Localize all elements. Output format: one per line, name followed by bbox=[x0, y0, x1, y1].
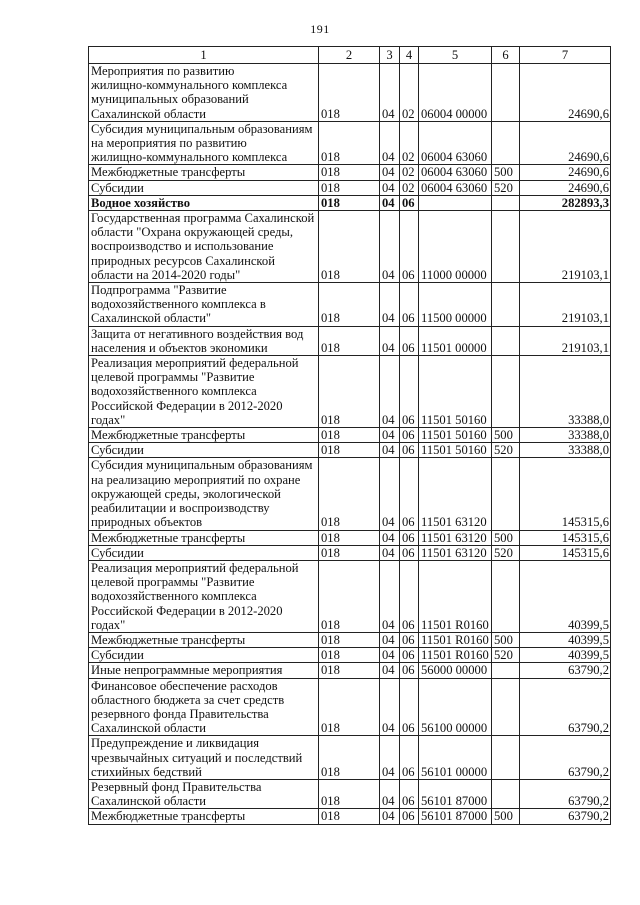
table-row bbox=[89, 779, 611, 808]
row-target-code: 11000 00000 bbox=[419, 211, 492, 283]
row-name-text: Мероприятия по развитию жилищно-коммунального комплекса муниципальных образований Сахалинской области bbox=[91, 64, 288, 121]
row-admin-code: 018 bbox=[319, 326, 380, 355]
row-name-text: Субсидии bbox=[91, 648, 144, 663]
row-name-cell bbox=[89, 443, 319, 458]
row-admin-code: 018 bbox=[319, 736, 380, 780]
table-row bbox=[89, 648, 611, 663]
row-expense-type bbox=[492, 678, 520, 736]
row-expense-type: 500 bbox=[492, 428, 520, 443]
row-target-code: 11501 R0160 bbox=[419, 648, 492, 663]
row-expense-type: 520 bbox=[492, 443, 520, 458]
row-target-code: 56000 00000 bbox=[419, 663, 492, 678]
row-section-code: 04 bbox=[380, 560, 400, 632]
row-admin-code: 018 bbox=[319, 180, 380, 195]
row-amount: 24690,6 bbox=[520, 64, 611, 122]
row-subsection-code: 06 bbox=[400, 678, 419, 736]
header-cell: 1 bbox=[89, 47, 319, 64]
page-number: 191 bbox=[310, 22, 330, 36]
row-admin-code: 018 bbox=[319, 165, 380, 180]
row-amount: 145315,6 bbox=[520, 545, 611, 560]
row-section-code: 04 bbox=[380, 64, 400, 122]
row-subsection-code: 02 bbox=[400, 165, 419, 180]
row-name-cell bbox=[89, 663, 319, 678]
row-expense-type bbox=[492, 356, 520, 428]
row-expense-type bbox=[492, 283, 520, 327]
row-amount: 145315,6 bbox=[520, 530, 611, 545]
row-admin-code: 018 bbox=[319, 663, 380, 678]
row-target-code: 11500 00000 bbox=[419, 283, 492, 327]
row-section-code: 04 bbox=[380, 663, 400, 678]
row-name-text: Реализация мероприятий федеральной целевой программы "Развитие водохозяйственного комплекса Российской Федерации в 2012-2020 годах" bbox=[91, 560, 299, 632]
row-admin-code: 018 bbox=[319, 121, 380, 165]
row-section-code: 04 bbox=[380, 736, 400, 780]
row-amount: 282893,3 bbox=[520, 195, 611, 210]
row-section-code: 04 bbox=[380, 165, 400, 180]
row-name-text: Иные непрограммные мероприятия bbox=[91, 663, 283, 678]
row-admin-code: 018 bbox=[319, 779, 380, 808]
row-section-code: 04 bbox=[380, 326, 400, 355]
row-name-text: Субсидия муниципальным образованиям на мероприятия по развитию жилищно-коммунального комплекса bbox=[91, 121, 313, 165]
row-target-code: 11501 50160 bbox=[419, 443, 492, 458]
row-name-text: Субсидии bbox=[91, 180, 144, 195]
row-name-cell bbox=[89, 283, 319, 327]
row-name-text: Защита от негативного воздействия вод населения и объектов экономики bbox=[91, 326, 304, 355]
row-subsection-code: 06 bbox=[400, 326, 419, 355]
row-admin-code: 018 bbox=[319, 632, 380, 647]
row-name-cell bbox=[89, 678, 319, 736]
row-name-cell bbox=[89, 64, 319, 122]
row-expense-type bbox=[492, 195, 520, 210]
row-amount: 219103,1 bbox=[520, 283, 611, 327]
row-target-code: 11501 63120 bbox=[419, 545, 492, 560]
row-section-code: 04 bbox=[380, 211, 400, 283]
row-target-code bbox=[419, 195, 492, 210]
row-name-cell bbox=[89, 428, 319, 443]
table-row bbox=[89, 180, 611, 195]
row-admin-code: 018 bbox=[319, 283, 380, 327]
row-name-text: Водное хозяйство bbox=[91, 195, 191, 210]
row-amount: 40399,5 bbox=[520, 632, 611, 647]
row-name-text: Межбюджетные трансферты bbox=[91, 809, 246, 824]
row-subsection-code: 06 bbox=[400, 195, 419, 210]
row-expense-type: 500 bbox=[492, 809, 520, 824]
row-target-code: 11501 R0160 bbox=[419, 632, 492, 647]
row-amount: 219103,1 bbox=[520, 211, 611, 283]
row-subsection-code: 06 bbox=[400, 428, 419, 443]
row-subsection-code: 06 bbox=[400, 809, 419, 824]
row-amount: 40399,5 bbox=[520, 648, 611, 663]
row-amount: 63790,2 bbox=[520, 736, 611, 780]
row-amount: 24690,6 bbox=[520, 180, 611, 195]
table-row bbox=[89, 211, 611, 283]
row-name-cell bbox=[89, 326, 319, 355]
row-amount: 24690,6 bbox=[520, 165, 611, 180]
row-name-text: Межбюджетные трансферты bbox=[91, 530, 246, 545]
header-cell: 7 bbox=[520, 47, 611, 64]
row-section-code: 04 bbox=[380, 545, 400, 560]
row-subsection-code: 06 bbox=[400, 663, 419, 678]
row-name-cell bbox=[89, 648, 319, 663]
row-expense-type bbox=[492, 779, 520, 808]
row-subsection-code: 06 bbox=[400, 560, 419, 632]
header-cell: 2 bbox=[319, 47, 380, 64]
row-section-code: 04 bbox=[380, 428, 400, 443]
row-admin-code: 018 bbox=[319, 678, 380, 736]
row-amount: 145315,6 bbox=[520, 458, 611, 530]
row-expense-type bbox=[492, 663, 520, 678]
row-subsection-code: 06 bbox=[400, 458, 419, 530]
row-section-code: 04 bbox=[380, 678, 400, 736]
row-target-code: 11501 00000 bbox=[419, 326, 492, 355]
row-name-cell bbox=[89, 545, 319, 560]
row-amount: 63790,2 bbox=[520, 809, 611, 824]
header-cell: 4 bbox=[400, 47, 419, 64]
row-name-text: Субсидия муниципальным образованиям на реализацию мероприятий по охране окружающей среды, экологической реабилитации и воспроизводству природных объектов bbox=[91, 458, 313, 530]
row-section-code: 04 bbox=[380, 195, 400, 210]
row-section-code: 04 bbox=[380, 443, 400, 458]
row-subsection-code: 06 bbox=[400, 530, 419, 545]
table-row bbox=[89, 195, 611, 210]
table-row bbox=[89, 121, 611, 165]
row-expense-type: 500 bbox=[492, 530, 520, 545]
row-target-code: 06004 63060 bbox=[419, 180, 492, 195]
row-admin-code: 018 bbox=[319, 211, 380, 283]
row-section-code: 04 bbox=[380, 809, 400, 824]
row-admin-code: 018 bbox=[319, 648, 380, 663]
row-section-code: 04 bbox=[380, 648, 400, 663]
row-admin-code: 018 bbox=[319, 809, 380, 824]
row-subsection-code: 02 bbox=[400, 121, 419, 165]
table-row bbox=[89, 736, 611, 780]
row-target-code: 56101 00000 bbox=[419, 736, 492, 780]
row-name-cell bbox=[89, 530, 319, 545]
row-target-code: 11501 50160 bbox=[419, 356, 492, 428]
row-target-code: 11501 R0160 bbox=[419, 560, 492, 632]
row-section-code: 04 bbox=[380, 632, 400, 647]
row-name-text: Финансовое обеспечение расходов областного бюджета за счет средств резервного фонда Правительства Сахалинской области bbox=[91, 678, 285, 736]
table-row bbox=[89, 428, 611, 443]
table-row bbox=[89, 809, 611, 824]
row-amount: 219103,1 bbox=[520, 326, 611, 355]
row-expense-type bbox=[492, 211, 520, 283]
row-amount: 63790,2 bbox=[520, 779, 611, 808]
row-target-code: 56101 87000 bbox=[419, 809, 492, 824]
row-name-text: Государственная программа Сахалинской области "Охрана окружающей среды, воспроизводство и использование природных ресурсов Сахалинской области на 2014-2020 годы" bbox=[91, 211, 315, 282]
table-row bbox=[89, 678, 611, 736]
row-target-code: 06004 63060 bbox=[419, 121, 492, 165]
row-amount: 63790,2 bbox=[520, 678, 611, 736]
row-section-code: 04 bbox=[380, 779, 400, 808]
row-name-cell bbox=[89, 211, 319, 283]
header-cell: 5 bbox=[419, 47, 492, 64]
row-name-cell bbox=[89, 632, 319, 647]
row-name-text: Межбюджетные трансферты bbox=[91, 632, 246, 647]
row-subsection-code: 06 bbox=[400, 545, 419, 560]
table-row bbox=[89, 560, 611, 632]
table-row bbox=[89, 663, 611, 678]
row-name-cell bbox=[89, 458, 319, 530]
header-row bbox=[89, 47, 611, 64]
row-subsection-code: 02 bbox=[400, 180, 419, 195]
table-row bbox=[89, 64, 611, 122]
row-section-code: 04 bbox=[380, 458, 400, 530]
row-name-text: Межбюджетные трансферты bbox=[91, 165, 246, 180]
row-admin-code: 018 bbox=[319, 530, 380, 545]
table-row bbox=[89, 443, 611, 458]
row-admin-code: 018 bbox=[319, 545, 380, 560]
table-row bbox=[89, 545, 611, 560]
row-subsection-code: 06 bbox=[400, 632, 419, 647]
row-subsection-code: 06 bbox=[400, 283, 419, 327]
row-amount: 24690,6 bbox=[520, 121, 611, 165]
row-expense-type bbox=[492, 736, 520, 780]
row-amount: 33388,0 bbox=[520, 443, 611, 458]
row-expense-type bbox=[492, 458, 520, 530]
table-row bbox=[89, 458, 611, 530]
row-name-cell bbox=[89, 779, 319, 808]
table-row bbox=[89, 165, 611, 180]
row-admin-code: 018 bbox=[319, 356, 380, 428]
row-expense-type: 520 bbox=[492, 648, 520, 663]
row-admin-code: 018 bbox=[319, 64, 380, 122]
row-name-text: Реализация мероприятий федеральной целевой программы "Развитие водохозяйственного комплекса Российской Федерации в 2012-2020 годах" bbox=[91, 356, 299, 427]
table-row bbox=[89, 530, 611, 545]
row-name-cell bbox=[89, 195, 319, 210]
row-subsection-code: 06 bbox=[400, 356, 419, 428]
row-section-code: 04 bbox=[380, 180, 400, 195]
row-subsection-code: 02 bbox=[400, 64, 419, 122]
row-admin-code: 018 bbox=[319, 458, 380, 530]
row-subsection-code: 06 bbox=[400, 779, 419, 808]
row-section-code: 04 bbox=[380, 283, 400, 327]
row-subsection-code: 06 bbox=[400, 736, 419, 780]
row-subsection-code: 06 bbox=[400, 648, 419, 663]
row-name-cell bbox=[89, 809, 319, 824]
row-expense-type bbox=[492, 121, 520, 165]
row-expense-type: 520 bbox=[492, 180, 520, 195]
row-target-code: 11501 50160 bbox=[419, 428, 492, 443]
row-name-cell bbox=[89, 165, 319, 180]
row-section-code: 04 bbox=[380, 356, 400, 428]
row-admin-code: 018 bbox=[319, 560, 380, 632]
row-name-text: Субсидии bbox=[91, 545, 144, 560]
row-admin-code: 018 bbox=[319, 443, 380, 458]
row-target-code: 11501 63120 bbox=[419, 458, 492, 530]
row-target-code: 11501 63120 bbox=[419, 530, 492, 545]
row-name-cell bbox=[89, 180, 319, 195]
row-expense-type bbox=[492, 326, 520, 355]
row-name-cell bbox=[89, 736, 319, 780]
row-target-code: 56100 00000 bbox=[419, 678, 492, 736]
table-row bbox=[89, 632, 611, 647]
row-subsection-code: 06 bbox=[400, 443, 419, 458]
row-amount: 33388,0 bbox=[520, 428, 611, 443]
table-row bbox=[89, 356, 611, 428]
row-expense-type: 500 bbox=[492, 632, 520, 647]
budget-table bbox=[88, 46, 611, 825]
row-expense-type bbox=[492, 64, 520, 122]
row-target-code: 06004 63060 bbox=[419, 165, 492, 180]
row-name-cell bbox=[89, 121, 319, 165]
row-expense-type: 520 bbox=[492, 545, 520, 560]
row-admin-code: 018 bbox=[319, 428, 380, 443]
row-target-code: 56101 87000 bbox=[419, 779, 492, 808]
row-section-code: 04 bbox=[380, 121, 400, 165]
row-amount: 63790,2 bbox=[520, 663, 611, 678]
row-section-code: 04 bbox=[380, 530, 400, 545]
row-amount: 40399,5 bbox=[520, 560, 611, 632]
row-expense-type bbox=[492, 560, 520, 632]
header-cell: 6 bbox=[492, 47, 520, 64]
row-admin-code: 018 bbox=[319, 195, 380, 210]
row-name-text: Подпрограмма "Развитие водохозяйственного комплекса в Сахалинской области" bbox=[91, 283, 266, 326]
row-name-text: Резервный фонд Правительства Сахалинской области bbox=[91, 779, 262, 809]
row-target-code: 06004 00000 bbox=[419, 64, 492, 122]
row-name-text: Межбюджетные трансферты bbox=[91, 428, 246, 443]
table-row bbox=[89, 283, 611, 327]
row-name-cell bbox=[89, 560, 319, 632]
row-amount: 33388,0 bbox=[520, 356, 611, 428]
row-name-cell bbox=[89, 356, 319, 428]
row-name-text: Субсидии bbox=[91, 443, 144, 458]
header-cell: 3 bbox=[380, 47, 400, 64]
row-subsection-code: 06 bbox=[400, 211, 419, 283]
table-row bbox=[89, 326, 611, 355]
row-name-text: Предупреждение и ликвидация чрезвычайных ситуаций и последствий стихийных бедствий bbox=[91, 736, 303, 779]
row-expense-type: 500 bbox=[492, 165, 520, 180]
